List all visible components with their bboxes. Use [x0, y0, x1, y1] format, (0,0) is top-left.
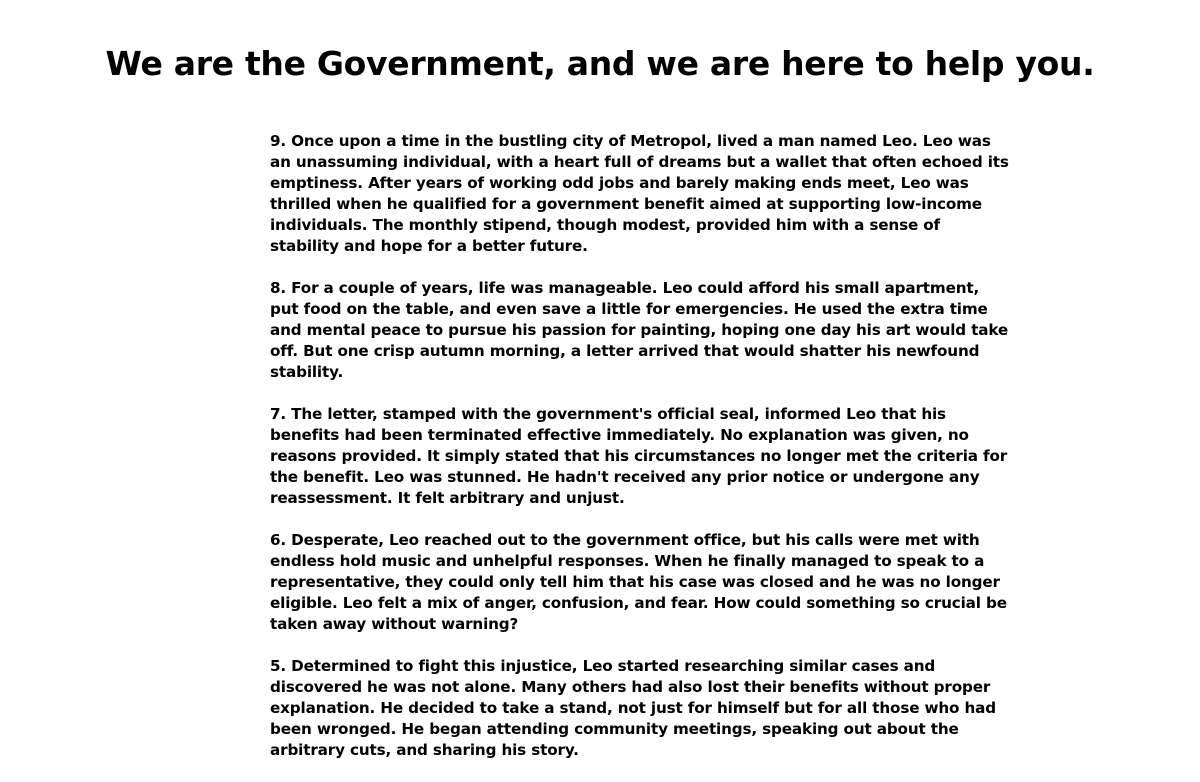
story-paragraph-6: 6. Desperate, Leo reached out to the government office, but his calls were met with endless hold music and unhelpful responses. When he finally managed to speak to a representative, they could only tell him that his case was closed and he was no longer eligible. Leo felt a mix of anger, confusion, and fear. How could something so crucial be taken away without warning?	[270, 531, 1007, 633]
story-paragraph-8: 8. For a couple of years, life was manageable. Leo could afford his small apartment, put food on the table, and even save a little for emergencies. He used the extra time and mental peace to pursue his passion for painting, hoping one day his art would take off. But one crisp autumn morning, a letter arrived that would shatter his newfound stability.	[270, 279, 1009, 381]
story-paragraph-9: 9. Once upon a time in the bustling city of Metropol, lived a man named Leo. Leo was an unassuming individual, with a heart full of dreams but a wallet that often echoed its emptiness. After years of working odd jobs and barely making ends meet, Leo was thrilled when he qualified for a government benefit aimed at supporting low-income individuals. The monthly stipend, though modest, provided him with a sense of stability and hope for a better future.	[270, 132, 1009, 255]
story-paragraph-5: 5. Determined to fight this injustice, Leo started researching similar cases and discovered he was not alone. Many others had also lost their benefits without proper explanation. He decided to take a stand, not just for himself but for all those who had been wronged. He began attending community meetings, speaking out about the arbitrary cuts, and sharing his story.	[270, 657, 996, 759]
story-body	[270, 131, 1010, 782]
story-paragraph-7: 7. The letter, stamped with the government's official seal, informed Leo that his benefits had been terminated effective immediately. No explanation was given, no reasons provided. It simply stated that his circumstances no longer met the criteria for the benefit. Leo was stunned. He hadn't received any prior notice or undergone any reassessment. It felt arbitrary and unjust.	[270, 405, 1008, 507]
page-title: We are the Government, and we are here to help you.	[105, 44, 1095, 83]
